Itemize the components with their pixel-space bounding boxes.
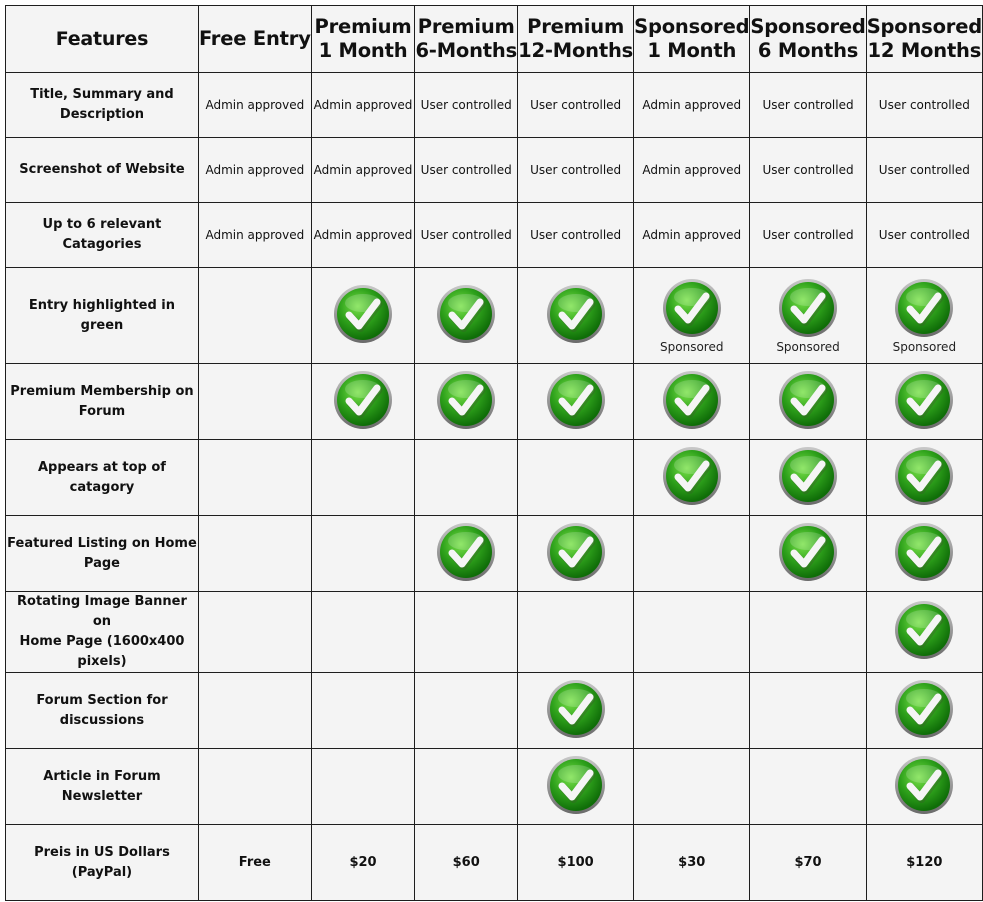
access-value: User controlled <box>530 163 622 177</box>
price-value: $20 <box>349 855 377 870</box>
cell-premium-12-months <box>518 73 634 138</box>
features-comparison-table <box>5 5 983 901</box>
access-value: User controlled <box>762 163 854 177</box>
cell-premium-6-months <box>415 364 518 440</box>
header-line-1: Free Entry <box>198 27 311 50</box>
cell-sponsored-6-months <box>750 825 866 901</box>
cell-sponsored-6-months <box>750 73 866 138</box>
header-line-1: Sponsored <box>750 15 866 38</box>
included-marker <box>778 446 838 506</box>
cell-free-entry <box>198 364 311 440</box>
access-value: Admin approved <box>313 228 413 242</box>
access-value: User controlled <box>878 228 970 242</box>
header-line-1: Premium <box>527 15 625 38</box>
included-marker <box>894 679 954 739</box>
header-line-2: 1 Month <box>318 39 408 62</box>
cell-premium-12-months <box>518 825 634 901</box>
cell-premium-6-months <box>415 138 518 203</box>
price-row <box>6 825 983 901</box>
cell-sponsored-1-month <box>634 592 750 673</box>
included-marker <box>894 522 954 582</box>
check-circle-icon <box>546 522 606 582</box>
cell-sponsored-6-months <box>750 440 866 516</box>
column-header-premium-6-months <box>415 6 518 73</box>
access-value: Admin approved <box>313 98 413 112</box>
included-marker <box>662 370 722 430</box>
sponsored-caption: Sponsored <box>892 339 957 354</box>
column-header-sponsored-6-months <box>750 6 866 73</box>
check-circle-icon <box>894 446 954 506</box>
cell-sponsored-12-months <box>866 73 982 138</box>
header-line-2: 12-Months <box>518 39 634 62</box>
cell-sponsored-12-months <box>866 203 982 268</box>
cell-free-entry <box>198 203 311 268</box>
included-marker <box>662 446 722 506</box>
cell-sponsored-1-month <box>634 440 750 516</box>
access-value: User controlled <box>878 98 970 112</box>
feature-label <box>6 440 199 516</box>
included-marker <box>436 370 496 430</box>
check-circle-icon <box>436 370 496 430</box>
cell-premium-6-months <box>415 268 518 364</box>
cell-premium-12-months <box>518 268 634 364</box>
cell-sponsored-1-month <box>634 268 750 364</box>
cell-sponsored-1-month <box>634 73 750 138</box>
cell-sponsored-6-months <box>750 138 866 203</box>
feature-row <box>6 749 983 825</box>
cell-sponsored-6-months <box>750 749 866 825</box>
cell-free-entry <box>198 440 311 516</box>
check-circle-icon <box>436 284 496 344</box>
cell-sponsored-6-months <box>750 592 866 673</box>
included-marker <box>546 370 606 430</box>
included-marker <box>333 370 393 430</box>
feature-label-text: Rotating Image Banner on <box>17 594 187 629</box>
cell-sponsored-12-months <box>866 749 982 825</box>
cell-premium-1-month <box>311 268 415 364</box>
column-header-features <box>6 6 199 73</box>
cell-premium-6-months <box>415 825 518 901</box>
cell-free-entry <box>198 825 311 901</box>
check-circle-icon <box>662 278 722 338</box>
check-circle-icon <box>894 522 954 582</box>
cell-premium-12-months <box>518 138 634 203</box>
column-header-free-entry <box>198 6 311 73</box>
header-line-2: 1 Month <box>647 39 737 62</box>
feature-label <box>6 516 199 592</box>
cell-sponsored-6-months <box>750 364 866 440</box>
feature-label-text: Title, Summary and Description <box>30 87 174 122</box>
feature-label-text: Article in Forum Newsletter <box>43 768 161 804</box>
header-line-2: 12 Months <box>867 39 982 62</box>
price-value: $120 <box>906 855 943 870</box>
check-circle-icon <box>894 600 954 660</box>
cell-sponsored-12-months <box>866 268 982 364</box>
feature-label <box>6 825 199 901</box>
included-marker <box>894 600 954 660</box>
included-marker <box>436 284 496 344</box>
feature-label-text: Forum Section for discussions <box>36 692 168 728</box>
check-circle-icon <box>546 370 606 430</box>
cell-premium-12-months <box>518 203 634 268</box>
check-circle-icon <box>778 522 838 582</box>
cell-free-entry <box>198 268 311 364</box>
sponsored-caption: Sponsored <box>776 339 840 354</box>
check-circle-icon <box>662 446 722 506</box>
header-line-1: Premium <box>417 15 515 38</box>
access-value: User controlled <box>420 228 512 242</box>
feature-label <box>6 203 199 268</box>
feature-label-text: Appears at top of catagory <box>37 459 166 495</box>
access-value: Admin approved <box>205 98 305 112</box>
access-value: Admin approved <box>642 228 742 242</box>
cell-premium-6-months <box>415 749 518 825</box>
included-marker <box>546 522 606 582</box>
access-value: Admin approved <box>313 163 413 177</box>
access-value: User controlled <box>762 98 854 112</box>
cell-sponsored-6-months <box>750 203 866 268</box>
included-marker <box>436 522 496 582</box>
check-circle-icon <box>894 278 954 338</box>
included-marker <box>546 284 606 344</box>
check-circle-icon <box>662 370 722 430</box>
cell-premium-1-month <box>311 440 415 516</box>
cell-premium-1-month <box>311 825 415 901</box>
access-value: Admin approved <box>642 98 742 112</box>
header-line-1: Sponsored <box>634 15 750 38</box>
feature-label <box>6 73 199 138</box>
sponsored-caption: Sponsored <box>660 339 724 354</box>
cell-sponsored-1-month <box>634 138 750 203</box>
cell-premium-12-months <box>518 673 634 749</box>
feature-label-text-line-2: Home Page (1600x400 pixels) <box>19 634 185 669</box>
column-header-premium-1-month <box>311 6 415 73</box>
feature-row <box>6 440 983 516</box>
included-marker <box>546 679 606 739</box>
check-circle-icon <box>894 370 954 430</box>
cell-sponsored-12-months <box>866 138 982 203</box>
check-circle-icon <box>778 370 838 430</box>
price-value: Free <box>238 855 271 870</box>
access-value: User controlled <box>878 163 970 177</box>
included-marker <box>894 446 954 506</box>
feature-row <box>6 268 983 364</box>
included-marker <box>546 755 606 815</box>
cell-sponsored-1-month <box>634 203 750 268</box>
included-marker <box>893 278 956 354</box>
price-value: $30 <box>678 855 706 870</box>
cell-sponsored-1-month <box>634 673 750 749</box>
cell-free-entry <box>198 749 311 825</box>
price-value: $60 <box>452 855 480 870</box>
cell-premium-6-months <box>415 673 518 749</box>
cell-free-entry <box>198 516 311 592</box>
column-header-sponsored-12-months <box>866 6 982 73</box>
header-line-1: Features <box>55 28 149 50</box>
access-value: User controlled <box>420 163 512 177</box>
cell-premium-12-months <box>518 516 634 592</box>
check-circle-icon <box>778 278 838 338</box>
cell-sponsored-1-month <box>634 749 750 825</box>
header-line-2: 6-Months <box>415 39 517 62</box>
cell-premium-1-month <box>311 364 415 440</box>
cell-free-entry <box>198 592 311 673</box>
access-value: User controlled <box>530 98 622 112</box>
cell-sponsored-6-months <box>750 268 866 364</box>
included-marker <box>894 755 954 815</box>
cell-sponsored-12-months <box>866 673 982 749</box>
feature-label <box>6 138 199 203</box>
feature-label <box>6 673 199 749</box>
check-circle-icon <box>894 755 954 815</box>
cell-premium-6-months <box>415 516 518 592</box>
cell-premium-1-month <box>311 592 415 673</box>
feature-label-text: Entry highlighted in green <box>28 297 176 333</box>
access-value: Admin approved <box>642 163 742 177</box>
feature-row <box>6 592 983 673</box>
cell-sponsored-12-months <box>866 364 982 440</box>
feature-label-text: Premium Membership on Forum <box>10 383 194 419</box>
cell-sponsored-12-months <box>866 516 982 592</box>
access-value: User controlled <box>420 98 512 112</box>
check-circle-icon <box>546 755 606 815</box>
feature-label-text: Preis in US Dollars (PayPal) <box>34 844 170 880</box>
feature-row <box>6 516 983 592</box>
cell-premium-6-months <box>415 73 518 138</box>
cell-premium-12-months <box>518 440 634 516</box>
feature-row <box>6 203 983 268</box>
feature-row <box>6 73 983 138</box>
included-marker <box>776 278 839 354</box>
price-value: $100 <box>557 855 594 870</box>
price-value: $70 <box>794 855 822 870</box>
cell-premium-6-months <box>415 440 518 516</box>
cell-premium-6-months <box>415 592 518 673</box>
check-circle-icon <box>546 679 606 739</box>
included-marker <box>778 522 838 582</box>
cell-premium-1-month <box>311 516 415 592</box>
cell-sponsored-12-months <box>866 825 982 901</box>
check-circle-icon <box>778 446 838 506</box>
access-value: User controlled <box>762 228 854 242</box>
feature-row <box>6 364 983 440</box>
feature-label <box>6 749 199 825</box>
check-circle-icon <box>333 370 393 430</box>
cell-premium-1-month <box>311 749 415 825</box>
cell-sponsored-12-months <box>866 440 982 516</box>
cell-sponsored-1-month <box>634 825 750 901</box>
feature-label-text: Featured Listing on Home Page <box>7 535 197 571</box>
cell-sponsored-6-months <box>750 516 866 592</box>
included-marker <box>894 370 954 430</box>
cell-premium-1-month <box>311 203 415 268</box>
cell-premium-12-months <box>518 749 634 825</box>
included-marker <box>333 284 393 344</box>
check-circle-icon <box>894 679 954 739</box>
cell-sponsored-12-months <box>866 592 982 673</box>
pricing-comparison <box>5 5 983 901</box>
cell-free-entry <box>198 673 311 749</box>
cell-premium-12-months <box>518 592 634 673</box>
access-value: User controlled <box>530 228 622 242</box>
header-line-2: 6 Months <box>757 39 859 62</box>
column-header-sponsored-1-month <box>634 6 750 73</box>
cell-premium-1-month <box>311 138 415 203</box>
column-header-premium-12-months <box>518 6 634 73</box>
feature-row <box>6 138 983 203</box>
feature-row <box>6 673 983 749</box>
cell-free-entry <box>198 138 311 203</box>
included-marker <box>778 370 838 430</box>
check-circle-icon <box>546 284 606 344</box>
cell-sponsored-1-month <box>634 364 750 440</box>
feature-label <box>6 364 199 440</box>
feature-label <box>6 592 199 673</box>
feature-label-text: Up to 6 relevant Catagories <box>42 217 162 252</box>
access-value: Admin approved <box>205 163 305 177</box>
cell-sponsored-6-months <box>750 673 866 749</box>
cell-sponsored-1-month <box>634 516 750 592</box>
cell-premium-1-month <box>311 673 415 749</box>
cell-free-entry <box>198 73 311 138</box>
feature-label-text: Screenshot of Website <box>19 162 185 177</box>
access-value: Admin approved <box>205 228 305 242</box>
header-row <box>6 6 983 73</box>
header-line-1: Premium <box>314 15 412 38</box>
cell-premium-12-months <box>518 364 634 440</box>
check-circle-icon <box>333 284 393 344</box>
included-marker <box>660 278 723 354</box>
feature-label <box>6 268 199 364</box>
cell-premium-6-months <box>415 203 518 268</box>
header-line-1: Sponsored <box>866 15 982 38</box>
check-circle-icon <box>436 522 496 582</box>
cell-premium-1-month <box>311 73 415 138</box>
